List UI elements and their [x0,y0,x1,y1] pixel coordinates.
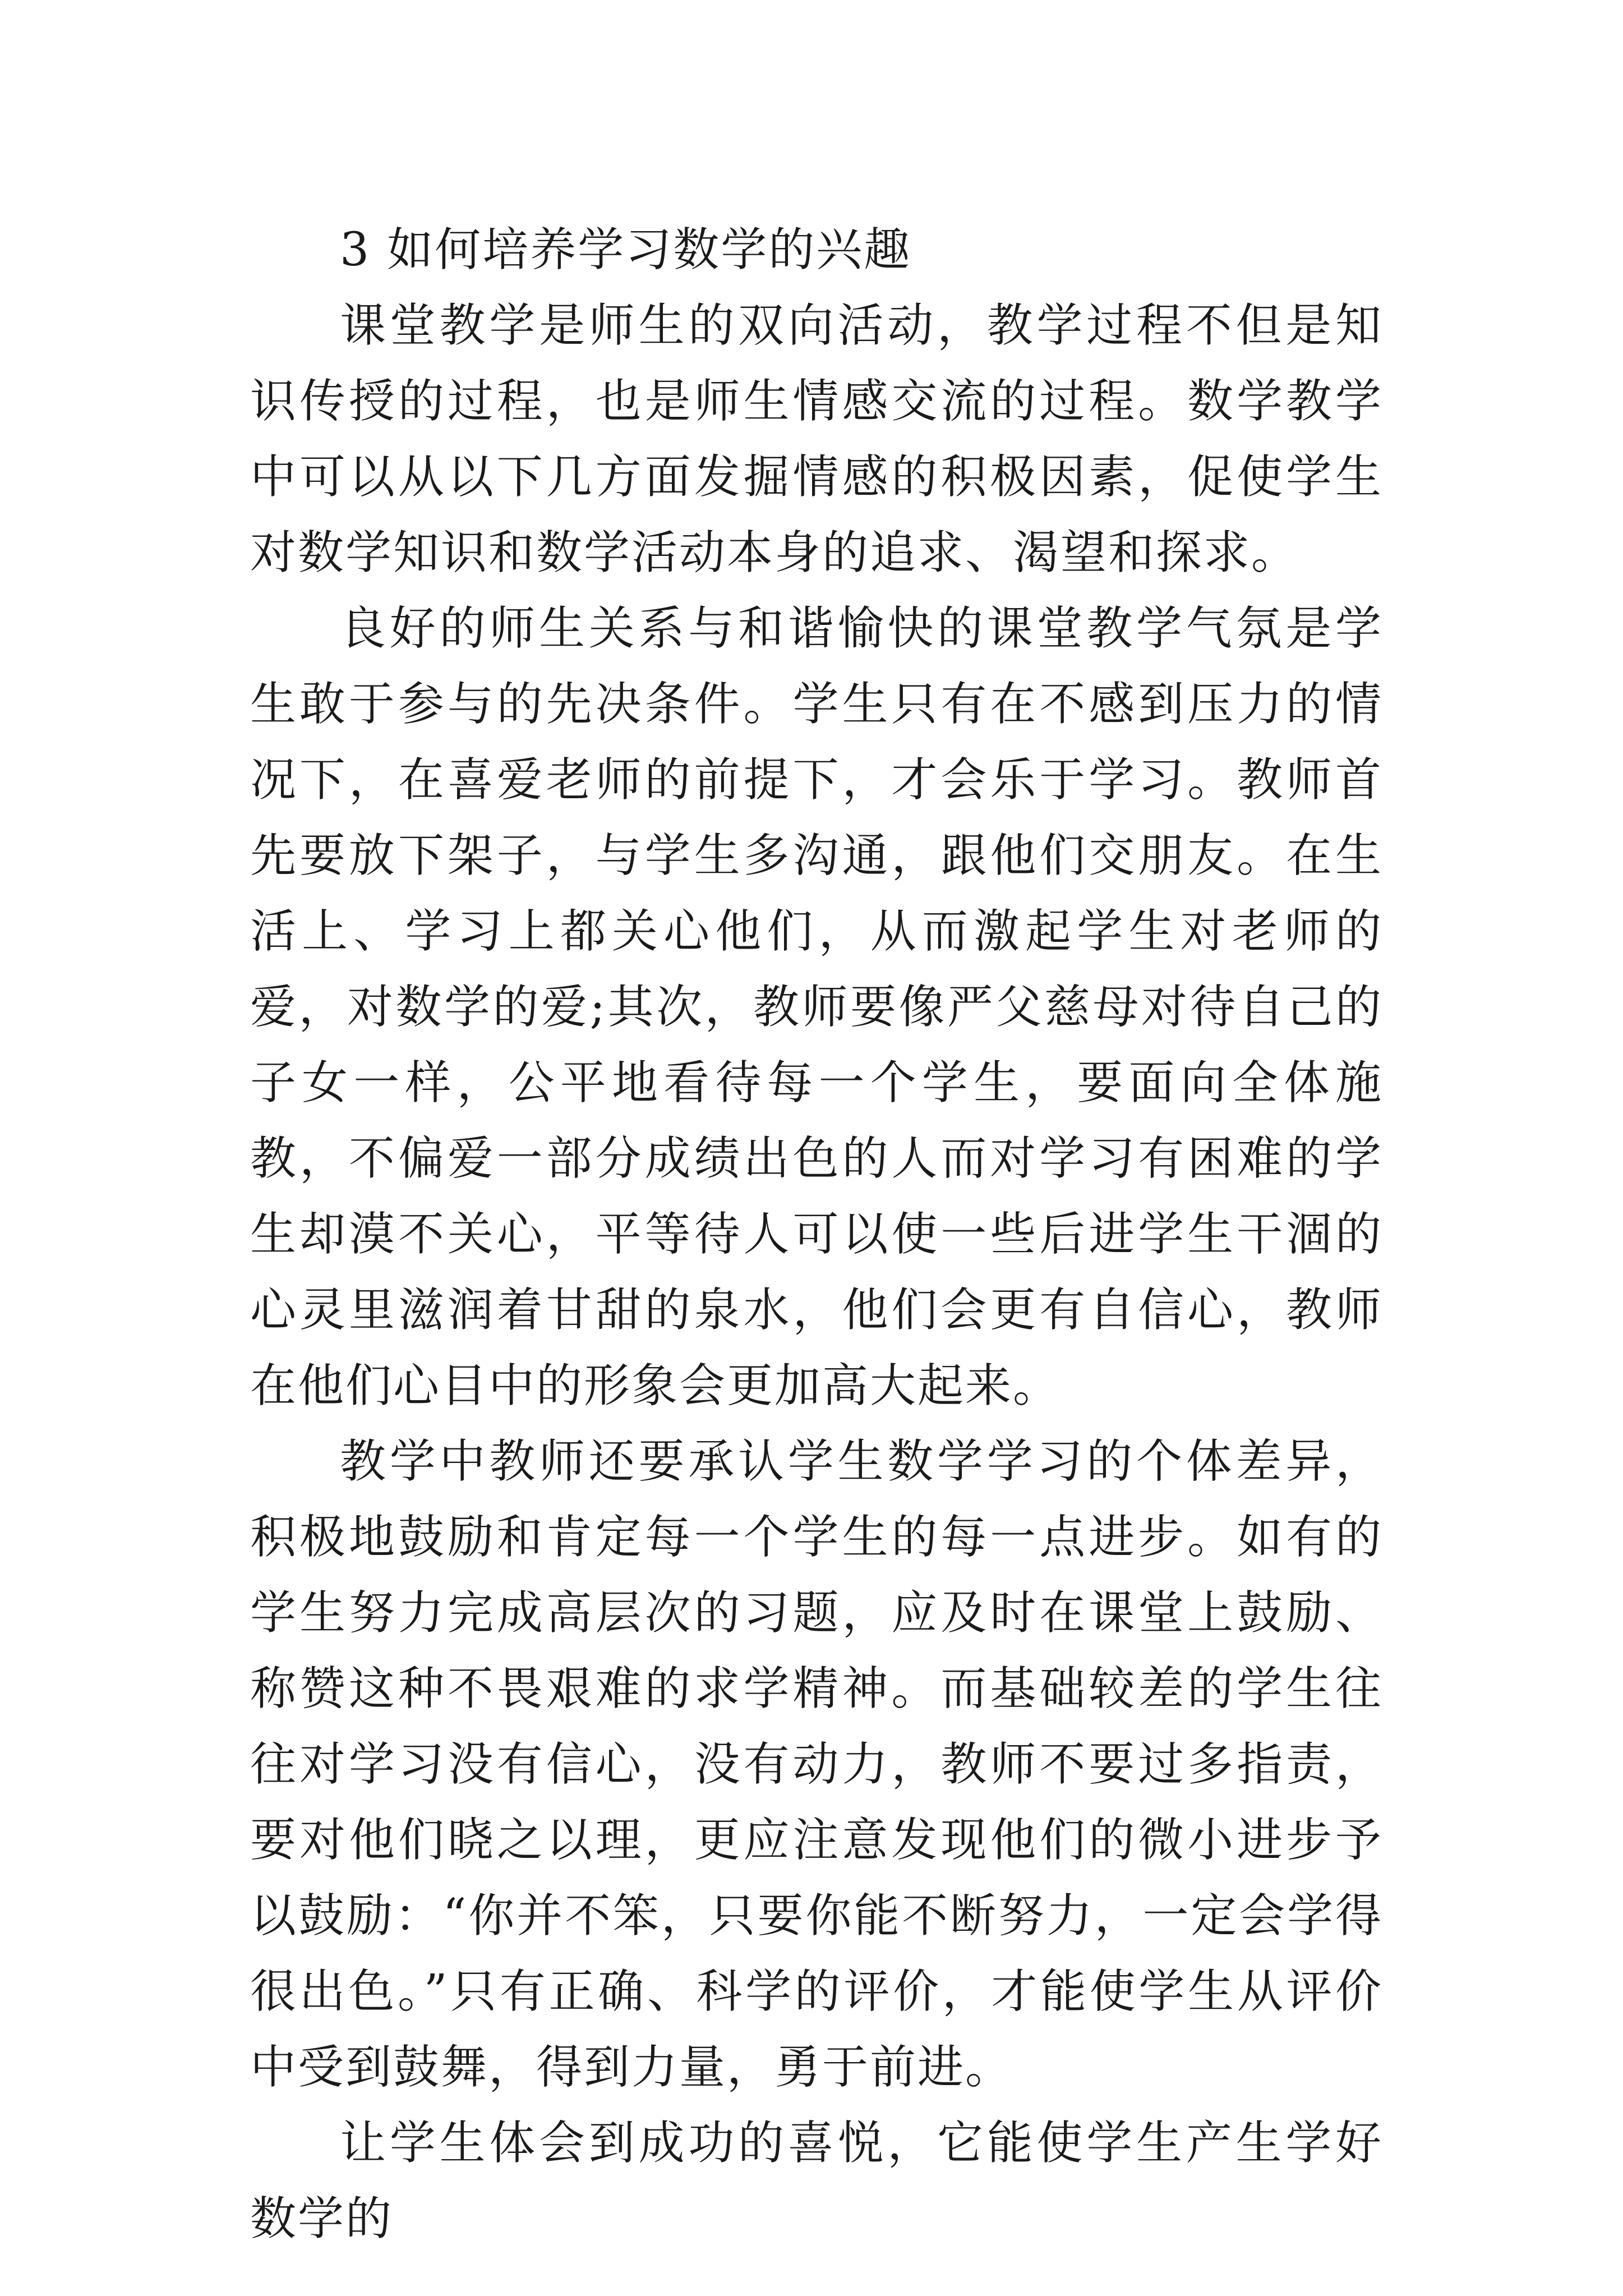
paragraph-teacher-student-relationship: 良好的师生关系与和谐愉快的课堂教学气氛是学生敢于参与的先决条件。学生只有在不感到压力的情况下，在喜爱老师的前提下，才会乐于学习。教师首先要放下架子，与学生多沟通，跟他们交朋友。在生活上、学习上都关心他们，从而激起学生对老师的爱，对数学的爱;其次，教师要像严父慈母对待自己的子女一样，公平地看待每一个学生，要面向全体施教，不偏爱一部分成绩出色的人而对学习有困难的学生却漠不关心，平等待人可以使一些后进学生干涸的心灵里滋润着甘甜的泉水，他们会更有自信心，教师在他们心目中的形象会更加高大起来。 [250,602,1383,1412]
paragraph-success-joy: 让学生体会到成功的喜悦，它能使学生产生学好数学的 [250,2116,1383,2246]
section-heading: 3 如何培养学习数学的兴趣 [340,223,912,277]
document-body [250,212,1383,2257]
paragraph-intro: 课堂教学是师生的双向活动，教学过程不但是知识传授的过程，也是师生情感交流的过程。数学教学中可以从以下几方面发掘情感的积极因素，促使学生对数学知识和数学活动本身的追求、渴望和探求。 [250,299,1383,579]
paragraph-individual-differences: 教学中教师还要承认学生数学学习的个体差异，积极地鼓励和肯定每一个学生的每一点进步。如有的学生努力完成高层次的习题，应及时在课堂上鼓励、称赞这种不畏艰难的求学精神。而基础较差的学生往往对学习没有信心，没有动力，教师不要过多指责，要对他们晓之以理，更应注意发现他们的微小进步予以鼓励：“你并不笨，只要你能不断努力，一定会学得很出色。”只有正确、科学的评价，才能使学生从评价中受到鼓舞，得到力量，勇于前进。 [250,1435,1383,2094]
